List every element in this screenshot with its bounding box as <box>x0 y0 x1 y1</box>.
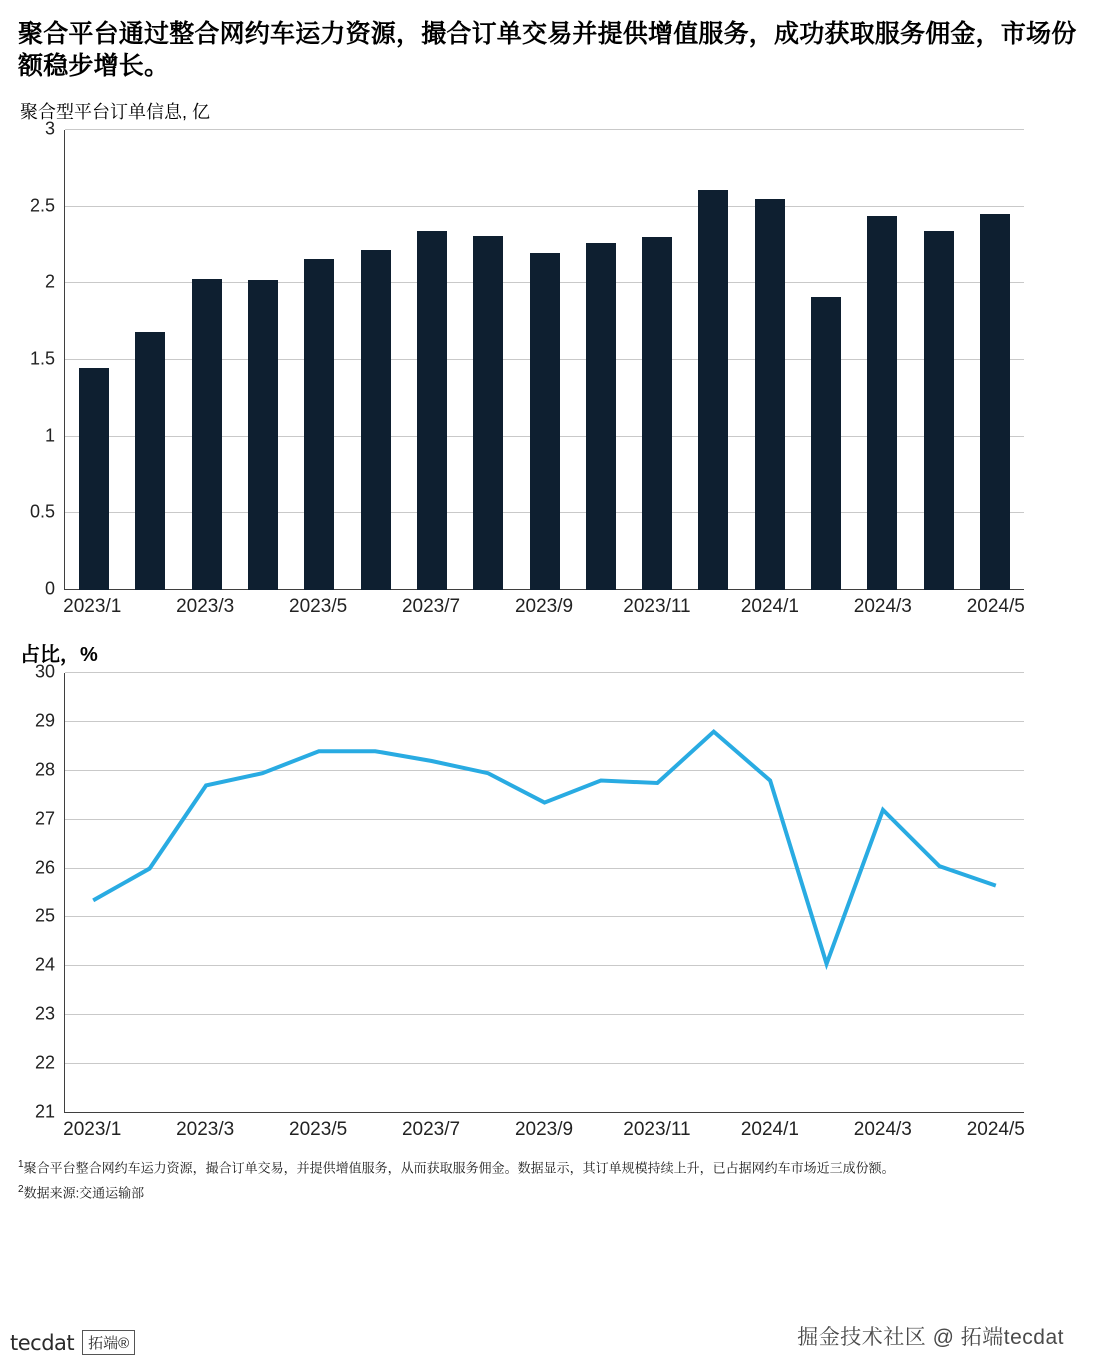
line-chart-label: 占比，% <box>20 644 98 666</box>
y-axis-tick-label: 3 <box>44 118 55 139</box>
bar <box>755 199 785 590</box>
y-axis-tick-label: 29 <box>34 710 55 731</box>
x-axis-tick-label: 2023/5 <box>289 1119 348 1140</box>
x-axis-tick-label: 2024/5 <box>966 596 1025 617</box>
line-chart-plot-area <box>34 661 1024 1122</box>
y-axis-tick-label: 23 <box>34 1003 55 1024</box>
bar-series <box>65 130 1024 590</box>
y-axis-tick-label: 24 <box>34 954 55 975</box>
bar-chart-subtitle: 聚合型平台订单信息, 亿 <box>20 102 211 122</box>
x-axis-tick-label: 2023/11 <box>623 1119 691 1140</box>
y-axis-tick-label: 1.5 <box>29 348 55 369</box>
bar <box>530 253 560 590</box>
y-axis-tick-label: 28 <box>34 759 55 780</box>
x-axis-tick-label: 2024/5 <box>966 1119 1025 1140</box>
x-axis-tick-label: 2024/3 <box>853 596 912 617</box>
y-axis-tick-label: 26 <box>34 857 55 878</box>
logo-badge: 拓端® <box>82 1330 135 1355</box>
y-axis-tick-label: 2 <box>44 271 55 292</box>
y-axis-tick-label: 1 <box>44 425 55 446</box>
watermark: 掘金技术社区 @ 拓端tecdat <box>797 1326 1064 1349</box>
x-axis-tick-label: 2023/9 <box>514 1119 574 1140</box>
bar-chart-x-axis <box>64 590 1024 624</box>
x-axis-tick-label: 2023/11 <box>623 596 691 617</box>
footnote-1-text: 聚合平台整合网约车运力资源，撮合订单交易，并提供增值服务，从而获取服务佣金。数据显示，其订单规模持续上升，已占据网约车市场近三成份额。 <box>23 1160 895 1176</box>
bar <box>924 231 954 590</box>
line-chart-block <box>18 661 1080 1147</box>
bar <box>698 190 728 590</box>
y-axis-tick-label: 27 <box>34 808 55 829</box>
line-chart-x-axis <box>64 1113 1024 1147</box>
x-axis-tick-label: 2023/1 <box>63 1119 122 1140</box>
bar-chart-plot-area <box>29 118 1024 599</box>
footer-bar <box>0 1317 1098 1363</box>
bar <box>79 368 109 590</box>
y-axis-tick-label: 22 <box>34 1052 55 1073</box>
footnote-2-text: 数据来源:交通运输部 <box>23 1185 145 1201</box>
footnote-2 <box>18 1182 1080 1203</box>
bar <box>135 332 165 590</box>
y-axis-tick-label: 2.5 <box>29 195 55 216</box>
bar <box>361 250 391 590</box>
x-axis-tick-label: 2023/3 <box>176 596 235 617</box>
bar <box>473 236 503 590</box>
x-axis-tick-label: 2023/5 <box>289 596 348 617</box>
bar <box>642 237 672 590</box>
logo-text: tecdat <box>10 1330 75 1355</box>
y-axis-tick-label: 21 <box>34 1101 55 1122</box>
bar <box>980 214 1010 590</box>
line-path <box>93 732 996 964</box>
page-title: 聚合平台通过整合网约车运力资源，撮合订单交易并提供增值服务，成功获取服务佣金，市场份额稳步增长。 <box>18 20 1077 80</box>
x-axis-tick-label: 2023/1 <box>63 596 122 617</box>
bar <box>304 259 334 590</box>
footnote-2-marker: 2 <box>18 1183 24 1195</box>
bar <box>248 280 278 590</box>
y-axis-tick-label: 30 <box>34 661 55 682</box>
bar <box>811 297 841 590</box>
x-axis-tick-label: 2023/9 <box>514 596 574 617</box>
bar-chart-block <box>18 118 1080 624</box>
bar <box>586 243 616 590</box>
bar <box>867 216 897 590</box>
y-axis-tick-label: 0.5 <box>29 501 55 522</box>
y-axis-tick-label: 25 <box>34 905 55 926</box>
footnote-1 <box>18 1157 1080 1178</box>
x-axis-tick-label: 2024/3 <box>853 1119 912 1140</box>
x-axis-tick-label: 2023/7 <box>401 596 461 617</box>
x-axis-tick-label: 2024/1 <box>740 596 799 617</box>
x-axis-tick-label: 2023/7 <box>401 1119 461 1140</box>
footnote-1-marker: 1 <box>18 1159 24 1170</box>
x-axis-tick-label: 2023/3 <box>176 1119 235 1140</box>
footnotes <box>18 1157 1080 1203</box>
brand-logo <box>10 1330 135 1355</box>
bar <box>192 279 222 590</box>
y-axis-tick-label: 0 <box>44 578 55 599</box>
line-series <box>65 673 1024 1113</box>
x-axis-tick-label: 2024/1 <box>740 1119 799 1140</box>
bar <box>417 231 447 590</box>
